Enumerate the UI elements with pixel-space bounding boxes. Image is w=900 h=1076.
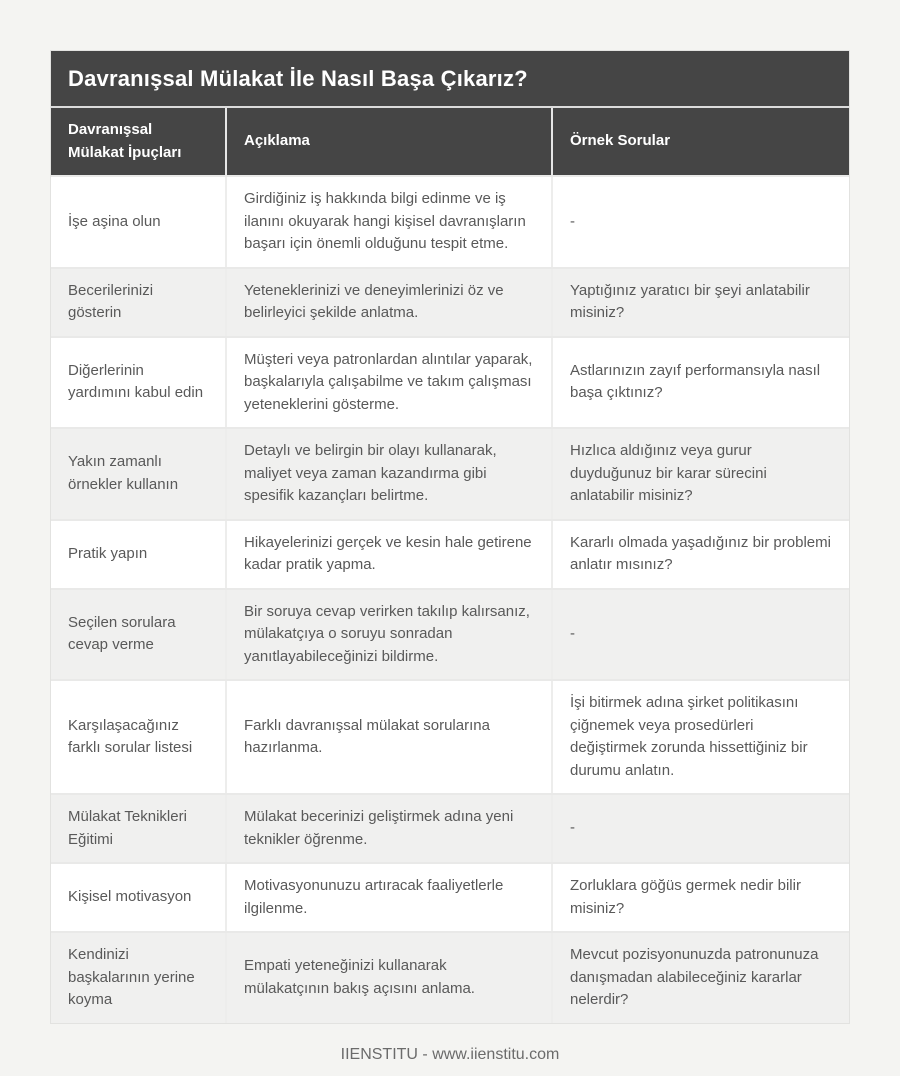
cell-tip: Seçilen sorulara cevap verme [68,613,176,654]
cell-question: Kararlı olmada yaşadığınız bir problemi anlatır mısınız? [551,521,849,588]
cell-description: Motivasyonunuzu artıracak faaliyetlerle ilgilenme. [225,864,551,931]
cell-description: Yeteneklerinizi ve deneyimlerinizi öz ve belirleyici şekilde anlatma. [225,269,551,336]
cell-tip: Mülakat Teknikleri Eğitimi [68,808,187,848]
cell-question: - [551,795,849,862]
cell-question: Hızlıca aldığınız veya gurur duyduğunuz bir karar sürecini anlatabilir misiniz? [551,429,849,519]
cell-description: Farklı davranışsal mülakat sorularına hazırlanma. [225,681,551,793]
table-header-row [51,108,849,175]
table-row [51,519,849,588]
column-header-questions: Örnek Sorular [551,108,849,175]
cell-question: - [551,590,849,680]
cell-description: Detaylı ve belirgin bir olayı kullanarak, maliyet veya zaman kazandırma gibi spesifik kazançları belirtme. [225,429,551,519]
cell-tip: Pratik yapın [68,544,148,562]
behavioral-interview-table [50,50,850,1024]
table-row [51,175,849,267]
cell-description: Girdiğiniz iş hakkında bilgi edinme ve iş ilanını okuyarak hangi kişisel davranışların başarı için önemli olduğunu tespit etme. [225,177,551,267]
table-row [51,267,849,336]
footer-credit: IIENSTITU - www.iienstitu.com [340,1045,560,1063]
column-header-tips: Davranışsal Mülakat İpuçları [68,121,182,161]
cell-question: Yaptığınız yaratıcı bir şeyi anlatabilir misiniz? [551,269,849,336]
cell-tip: Yakın zamanlı örnekler kullanın [68,453,179,493]
cell-question: İşi bitirmek adına şirket politikasını çiğnemek veya prosedürleri değiştirmek zorunda hissettiğiniz bir durumu anlatın. [551,681,849,793]
page-title: Davranışsal Mülakat İle Nasıl Başa Çıkarız? [51,51,849,108]
cell-description: Hikayelerinizi gerçek ve kesin hale getirene kadar pratik yapma. [225,521,551,588]
table-row [51,588,849,680]
cell-tip: Diğerlerinin yardımını kabul edin [68,361,204,402]
cell-description: Empati yeteneğinizi kullanarak mülakatçının bakış açısını anlama. [225,933,551,1023]
cell-description: Mülakat becerinizi geliştirmek adına yeni teknikler öğrenme. [225,795,551,862]
cell-description: Müşteri veya patronlardan alıntılar yaparak, başkalarıyla çalışabilme ve takım çalışması yeteneklerini gösterme. [225,338,551,428]
cell-question: Mevcut pozisyonunuzda patronunuza danışmadan alabileceğiniz kararlar nelerdir? [551,933,849,1023]
table-row [51,793,849,862]
cell-tip: Kendinizi başkalarının yerine koyma [68,946,195,1008]
table-row [51,427,849,519]
cell-description: Bir soruya cevap verirken takılıp kalırsanız, mülakatçıya o soruyu sonradan yanıtlayabileceğinizi bildirme. [225,590,551,680]
table-row [51,679,849,793]
cell-tip: Becerilerinizi gösterin [68,281,154,321]
table-row [51,862,849,931]
cell-question: Zorluklara göğüs germek nedir bilir misiniz? [551,864,849,931]
table-row [51,931,849,1023]
column-header-description: Açıklama [225,108,551,175]
cell-tip: İşe aşina olun [68,212,161,230]
cell-tip: Kişisel motivasyon [68,888,192,906]
cell-tip: Karşılaşacağınız farklı sorular listesi [68,716,193,756]
cell-question: Astlarınızın zayıf performansıyla nasıl başa çıktınız? [551,338,849,428]
table-row [51,336,849,428]
cell-question: - [551,177,849,267]
